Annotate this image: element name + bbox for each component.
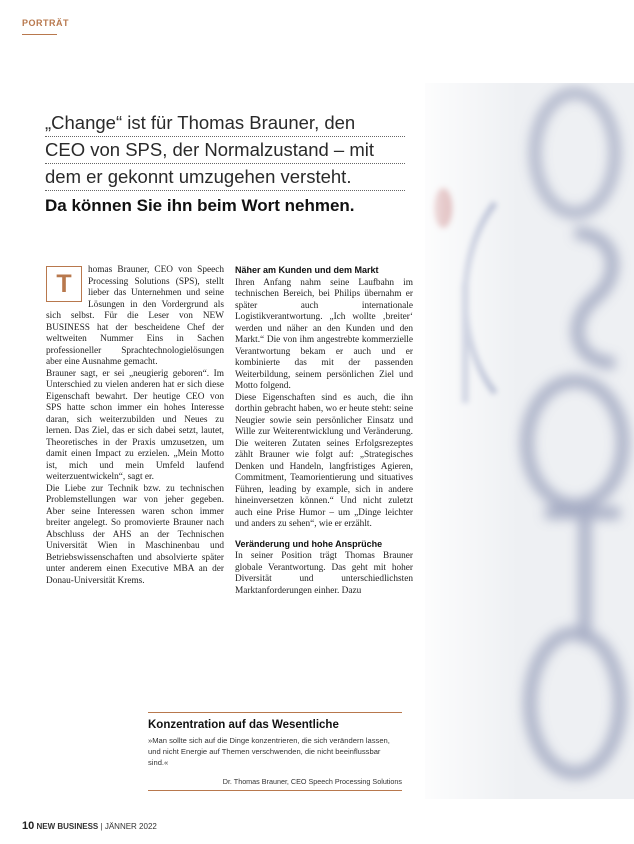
quote-box [148,712,402,791]
page-number: 10 [22,820,35,832]
intro-line-3: dem er gekonnt umzugehen versteht. [45,164,405,191]
quote-author: Dr. Thomas Brauner, CEO Speech Processing Solutions [148,777,402,791]
article-paragraph: Diese Eigenschaften sind es auch, die ihn dorthin gebracht haben, wo er heute steht: seine Neugier sowie sein persönlicher Einsatz und Wille zur Weiterentwicklung und Veränderung. Die weiteren Zutaten seines Erfolgsrezeptes zählt Brauner wie folgt auf: „Strategisches Denken und Handeln, langfristiges Agieren, Commitment, Teamorientierung und situatives Führen, leading by example, sich in andere hineinversetzen können.“ Und nicht zuletzt auch eine Prise Humor – um „Dinge leichter und anders zu sehen“, wie er erzählt. [235,392,413,529]
intro-block [45,110,405,219]
dropcap: T [46,266,82,302]
intro-bold-line: Da können Sie ihn beim Wort nehmen. [45,196,355,215]
article-paragraph: Brauner sagt, er sei „neugierig geboren“. Im Unterschied zu vielen anderen hat er sich diese Eigenschaft bewahrt. Der heutige CEO von SPS hatte schon immer ein hohes Interesse daran, sich weiterzubilden und Neues zu lernen. Das Ziel, das er sich dabei setzt, lautet, Theoretisches in der Praxis umzusetzen, um damit einen Impact zu erzielen. „Mein Motto ist, mich und mein Umfeld laufend weiterzuentwickeln“, sagt er. [46,368,224,482]
quote-text: »Man sollte sich auf die Dinge konzentrieren, die sich verändern lassen, und nicht Energie auf Themen verschwenden, die nicht beeinflussbar sind.« [148,736,390,767]
subheading: Veränderung und hohe Ansprüche [235,538,383,549]
intro-line-2: CEO von SPS, der Normalzustand – mit [45,137,405,164]
section-label: PORTRÄT [22,18,69,28]
article-column-1 [46,265,224,587]
quote-box-title: Konzentration auf das Wesentliche [148,719,339,731]
article-paragraph: Ihren Anfang nahm seine Laufbahn im technischen Bereich, bei Philips übernahm er später auch internationale Logistikverantwortung. „Ich wollte ‚breiter‘ werden und näher an den Kunden und den Markt.“ Die von ihm angestrebte kommerzielle Verantwortung bekam er auch und er kombinierte das mit der passenden Weiterbildung, seinem persönlichen Ziel und Motto folgend. [235,277,413,391]
subheading: Näher am Kunden und dem Markt [235,265,379,275]
section-rule [22,34,57,35]
issue-date: JÄNNER 2022 [104,822,157,831]
hero-photo [425,83,634,799]
page-footer [22,820,157,832]
article-paragraph: Die Liebe zur Technik bzw. zu technischen Problemstellungen war von jeher gegeben. Aber seine Interessen waren schon immer breiter angelegt. So promovierte Brauner nach Abschluss der AHS an der Technischen Universität Wien in Maschinenbau und Betriebswissenschaften und absolvierte später unter anderem einen Executive MBA an der Donau-Universität Krems. [46,483,224,586]
footer-separator: | [100,822,103,831]
magazine-name: NEW BUSINESS [36,822,99,831]
blurred-lettering-graphic [425,83,634,799]
article-paragraph: In seiner Position trägt Thomas Brauner globale Verantwortung. Das geht mit hoher Diversität und unterschiedlichsten Marktanforderungen einher. Dazu [235,551,413,596]
intro-line-1: „Change“ ist für Thomas Brauner, den [45,110,405,137]
article-paragraph: homas Brauner, CEO von Speech Processing Solutions (SPS), stellt lieber das Unternehmen und seine Lösungen in den Vordergrund als sich selbst. Für die Leser von NEW BUSINESS hat der bescheidene Chef der weltweiten Nummer Eins in Sachen professioneller Sprachtechnologielösungen aber eine Ausnahme gemacht. [46,265,224,367]
article-column-2 [235,265,413,597]
